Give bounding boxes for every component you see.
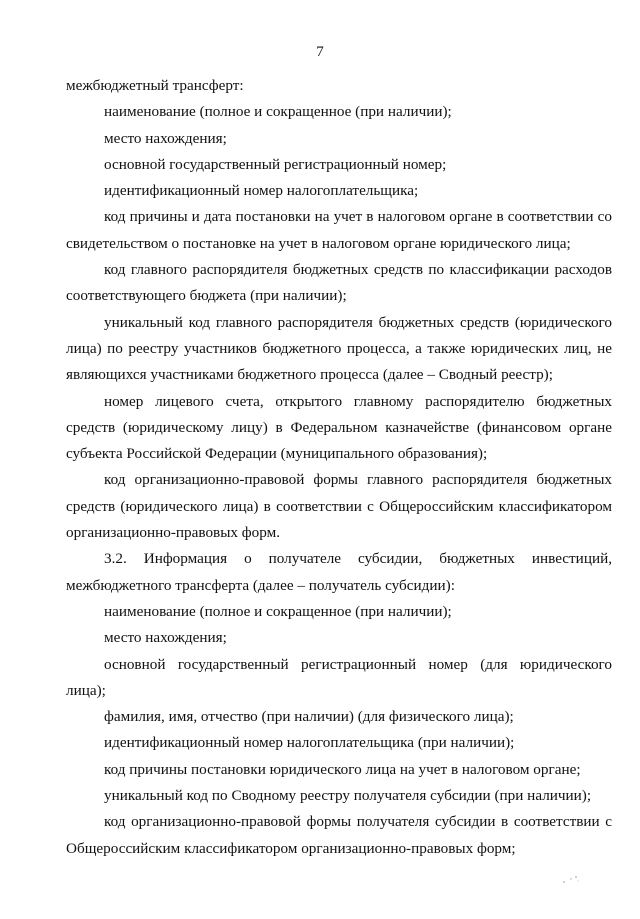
paragraph: место нахождения;: [104, 629, 227, 647]
paragraph: фамилия, имя, отчество (при наличии) (для физического лица);: [104, 708, 514, 726]
paragraph: наименование (полное и сокращенное (при наличии);: [104, 602, 452, 620]
paragraph: уникальный код главного распорядителя бюджетных средств (юридического лица) по реестру участников бюджетного процесса, а также юридических лиц, не являющихся участниками бюджетного процесса (далее – Сводный реестр);: [66, 313, 612, 384]
paragraph: межбюджетный трансферт:: [66, 77, 244, 94]
paragraph: номер лицевого счета, открытого главному распорядителю бюджетных средств (юридическому лицу) в Федеральном казначействе (финансовом органе субъекта Российской Федерации (муниципального образования);: [66, 392, 612, 463]
paragraph: код причины и дата постановки на учет в налоговом органе в соответствии со свидетельством о постановке на учет в налоговом органе юридического лица;: [66, 208, 612, 252]
scan-artifact: [560, 874, 590, 886]
paragraph: код организационно-правовой формы главного распорядителя бюджетных средств (юридического лица) в соответствии с Общероссийским классификатором организационно-правовых форм.: [66, 471, 612, 542]
section-paragraph: 3.2. Информация о получателе субсидии, бюджетных инвестиций, межбюджетного трансферта (далее – получатель субсидии):: [66, 550, 612, 594]
paragraph: основной государственный регистрационный номер;: [104, 155, 447, 173]
paragraph: уникальный код по Сводному реестру получателя субсидии (при наличии);: [104, 787, 592, 805]
paragraph: код причины постановки юридического лица на учет в налоговом органе;: [104, 760, 581, 778]
paragraph: идентификационный номер налогоплательщика (при наличии);: [104, 734, 515, 752]
paragraph: место нахождения;: [104, 129, 227, 147]
document-body: [66, 73, 612, 862]
paragraph: идентификационный номер налогоплательщика;: [104, 182, 419, 200]
paragraph: основной государственный регистрационный номер (для юридического лица);: [66, 655, 612, 699]
paragraph: код организационно-правовой формы получателя субсидии в соответствии с Общероссийским классификатором организационно-правовых форм;: [66, 813, 612, 857]
paragraph: код главного распорядителя бюджетных средств по классификации расходов соответствующего бюджета (при наличии);: [66, 261, 612, 305]
paragraph: наименование (полное и сокращенное (при наличии);: [104, 103, 452, 121]
page-number: 7: [316, 44, 324, 60]
